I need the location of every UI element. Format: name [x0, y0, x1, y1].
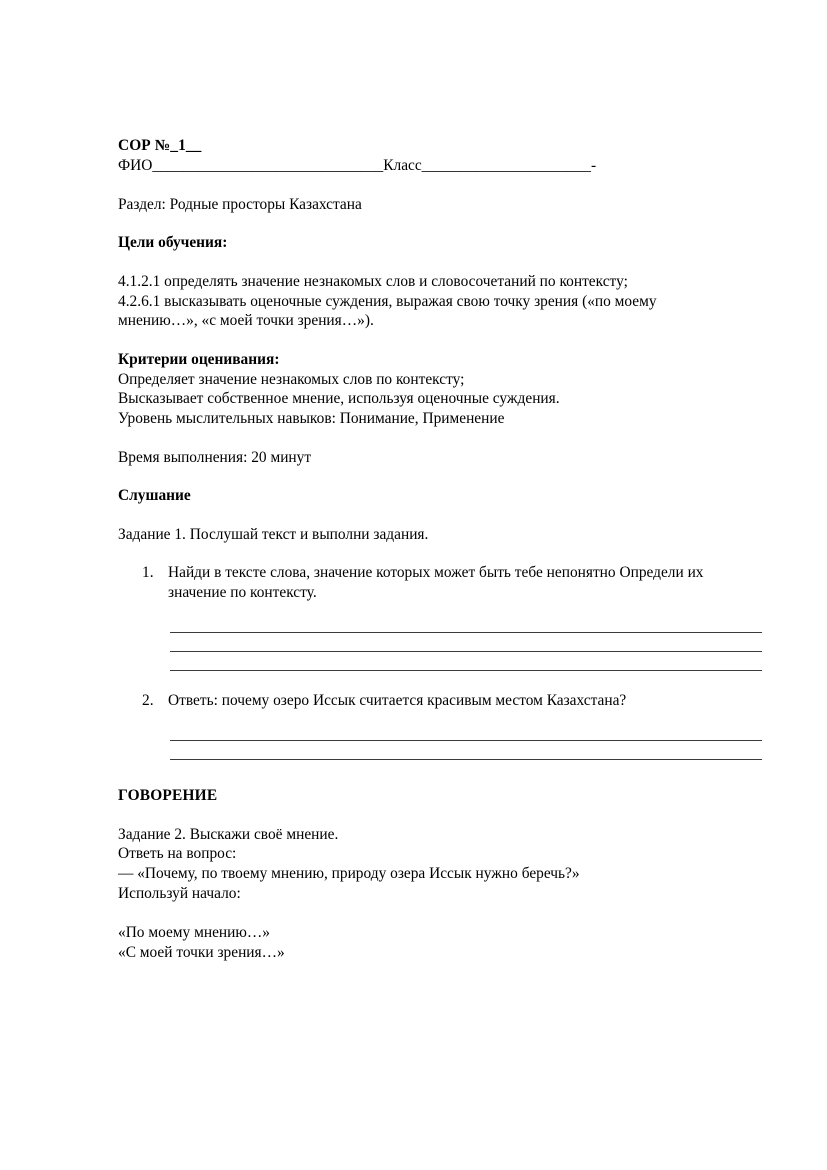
- question-number: 1.: [142, 564, 154, 582]
- criteria-item-3: Уровень мыслительных навыков: Понимание, Применение: [118, 409, 505, 427]
- document-title: СОР №_1__: [118, 137, 202, 154]
- sentence-starter-2: «С моей точки зрения…»: [118, 943, 285, 961]
- objectives-heading: Цели обучения:: [118, 234, 228, 252]
- answer-lines-q1: [170, 614, 762, 671]
- speaking-heading: ГОВОРЕНИЕ: [118, 786, 218, 804]
- spacer: [118, 904, 763, 923]
- objective-item-2: 4.2.6.1 высказывать оценочные суждения, выражая свою точку зрения («по моему мнению…», «с моей точки зрения…»).: [118, 292, 657, 330]
- speaking-line-1: Задание 2. Выскажи своё мнение.: [118, 825, 339, 843]
- list-item: [118, 691, 763, 760]
- spacer: [118, 331, 763, 350]
- sentence-starter-1: «По моему мнению…»: [118, 923, 270, 941]
- listening-heading: Слушание: [118, 487, 191, 505]
- spacer: [118, 806, 763, 825]
- spacer: [118, 544, 763, 563]
- speaking-line-4: Используй начало:: [118, 884, 241, 902]
- spacer: [118, 253, 763, 272]
- spacer: [118, 760, 763, 786]
- spacer: [118, 176, 763, 195]
- spacer: [118, 467, 763, 486]
- spacer: [118, 214, 763, 233]
- document-content: [118, 136, 763, 962]
- speaking-line-2: Ответь на вопрос:: [118, 845, 237, 863]
- time-allotment: Время выполнения: 20 минут: [118, 448, 312, 466]
- answer-line[interactable]: [170, 614, 762, 633]
- answer-line[interactable]: [170, 722, 762, 741]
- answer-line[interactable]: [170, 633, 762, 652]
- speaking-line-3: — «Почему, по твоему мнению, природу озера Иссык нужно беречь?»: [118, 865, 580, 883]
- objective-item-1: 4.1.2.1 определять значение незнакомых слов и словосочетаний по контексту;: [118, 272, 628, 290]
- answer-line[interactable]: [170, 652, 762, 671]
- criteria-heading: Критерии оценивания:: [118, 351, 280, 369]
- listening-question-list: [118, 563, 763, 759]
- question-text: Найди в тексте слова, значение которых может быть тебе непонятно Определи их значение по контексту.: [168, 564, 704, 602]
- student-identity-row: ФИО______________________________Класс______________________-: [118, 156, 597, 174]
- list-item: [118, 563, 763, 671]
- question-number: 2.: [142, 691, 154, 709]
- criteria-item-1: Определяет значение незнакомых слов по контексту;: [118, 370, 465, 388]
- spacer: [118, 506, 763, 525]
- spacer: [118, 429, 763, 448]
- listening-task-intro: Задание 1. Послушай текст и выполни задания.: [118, 525, 429, 543]
- criteria-item-2: Высказывает собственное мнение, используя оценочные суждения.: [118, 390, 560, 408]
- section-line: Раздел: Родные просторы Казахстана: [118, 195, 362, 213]
- answer-lines-q2: [170, 722, 762, 760]
- question-text: Ответь: почему озеро Иссык считается красивым местом Казахстана?: [168, 691, 627, 709]
- answer-line[interactable]: [170, 741, 762, 760]
